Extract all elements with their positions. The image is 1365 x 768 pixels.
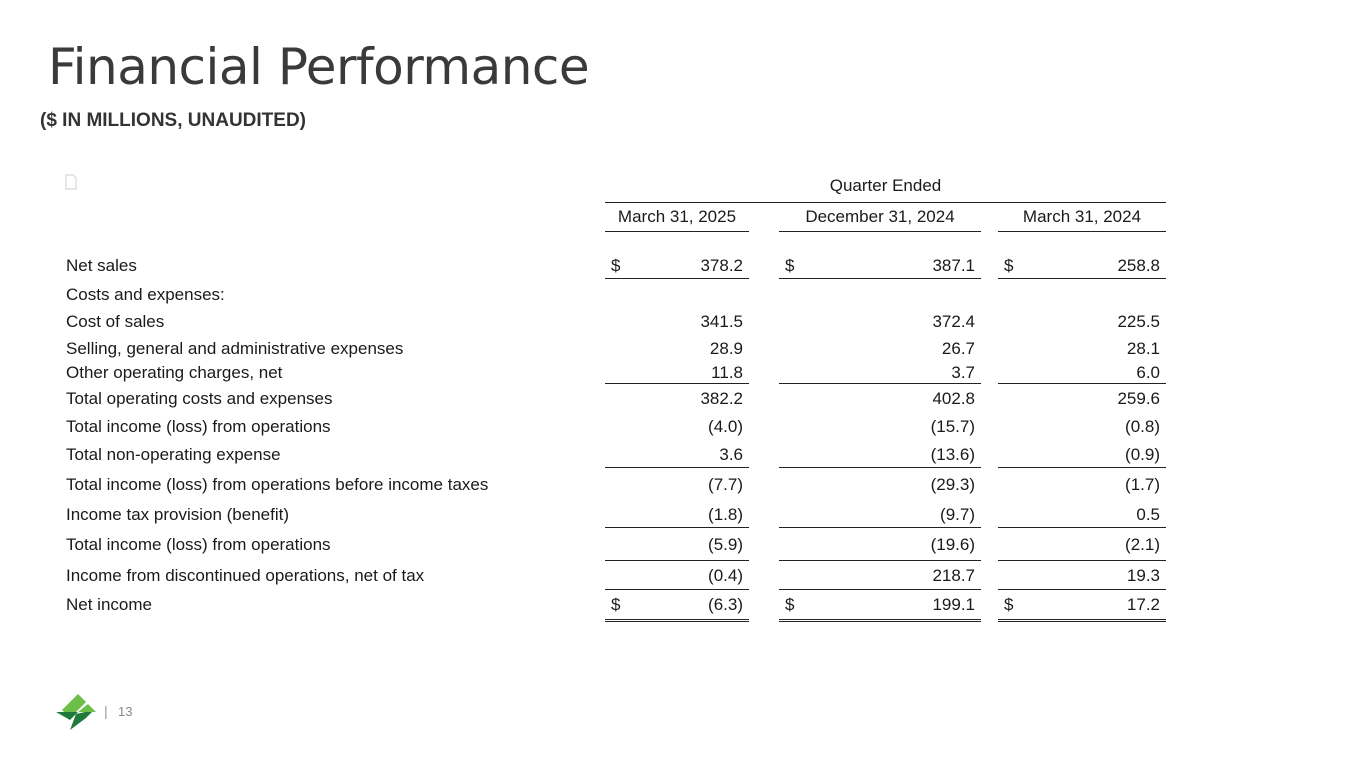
cell-rule (779, 383, 981, 384)
table-row (0, 595, 1365, 617)
row-label: Selling, general and administrative expenses (66, 339, 404, 358)
cell-value: (1.8) (708, 505, 743, 524)
cell-rule (779, 589, 981, 590)
cell-value: (19.6) (930, 535, 975, 554)
cell-rule (605, 560, 749, 561)
cell-rule (605, 619, 749, 622)
row-label: Cost of sales (66, 312, 165, 331)
cell-value: (5.9) (708, 535, 743, 554)
cell-value: (7.7) (708, 475, 743, 494)
cell-value: (13.6) (930, 445, 975, 464)
quarter-ended-header: Quarter Ended (829, 176, 942, 195)
cell-rule (998, 560, 1166, 561)
column-header: March 31, 2025 (617, 207, 737, 226)
currency-symbol: $ (785, 256, 795, 275)
cell-rule (605, 527, 749, 528)
cell-rule (779, 278, 981, 279)
row-label: Total operating costs and expenses (66, 389, 333, 408)
page-subtitle: ($ IN MILLIONS, UNAUDITED) (40, 110, 306, 131)
cell-value: 28.1 (1126, 339, 1160, 358)
currency-symbol: $ (1004, 595, 1014, 614)
cell-value: 3.7 (951, 363, 975, 382)
table-row (0, 505, 1365, 527)
table-row (0, 475, 1365, 497)
cell-value: 11.8 (711, 363, 743, 382)
cell-value: (0.8) (1125, 417, 1160, 436)
cell-value: 3.6 (719, 445, 743, 464)
cell-rule (605, 589, 749, 590)
cell-value: (9.7) (940, 505, 975, 524)
row-label: Total income (loss) from operations (66, 535, 331, 554)
cell-value: (0.4) (708, 566, 743, 585)
cell-value: 378.2 (700, 256, 743, 275)
cell-value: (1.7) (1125, 475, 1160, 494)
cell-value: 6.0 (1136, 363, 1160, 382)
row-label: Income from discontinued operations, net of tax (66, 566, 425, 585)
row-label: Total non-operating expense (66, 445, 281, 464)
cell-rule (605, 467, 749, 468)
row-label: Total income (loss) from operations (66, 417, 331, 436)
table-row (0, 256, 1365, 278)
cell-value: 199.1 (932, 595, 975, 614)
cell-rule (998, 527, 1166, 528)
column-header: December 31, 2024 (805, 207, 955, 226)
cell-rule (998, 589, 1166, 590)
table-row (0, 312, 1365, 334)
currency-symbol: $ (1004, 256, 1014, 275)
cell-rule (998, 467, 1166, 468)
cell-rule (605, 278, 749, 279)
cell-value: 259.6 (1117, 389, 1160, 408)
column-rule (605, 231, 749, 232)
table-row (0, 445, 1365, 467)
currency-symbol: $ (611, 256, 621, 275)
cell-value: 372.4 (932, 312, 975, 331)
cell-rule (779, 467, 981, 468)
row-label: Total income (loss) from operations before income taxes (66, 475, 489, 494)
cell-rule (998, 278, 1166, 279)
cell-value: (2.1) (1125, 535, 1160, 554)
cell-value: 402.8 (932, 389, 975, 408)
cell-rule (779, 619, 981, 622)
page-title: Financial Performance (48, 38, 590, 96)
currency-symbol: $ (611, 595, 621, 614)
column-header: March 31, 2024 (1022, 207, 1142, 226)
cell-value: 19.3 (1126, 566, 1160, 585)
table-row (0, 566, 1365, 588)
table-row (0, 535, 1365, 557)
row-label: Other operating charges, net (66, 363, 283, 382)
cell-value: (6.3) (708, 595, 743, 614)
header-rule (605, 202, 1166, 203)
footer (56, 694, 176, 730)
page-number: 13 (118, 704, 133, 719)
cell-value: 26.7 (941, 339, 975, 358)
cell-rule (605, 383, 749, 384)
cell-value: 382.2 (700, 389, 743, 408)
column-rule (998, 231, 1166, 232)
column-rule (779, 231, 981, 232)
cell-value: 0.5 (1136, 505, 1160, 524)
cell-value: 225.5 (1117, 312, 1160, 331)
row-label: Costs and expenses: (66, 285, 225, 304)
table-row (0, 417, 1365, 439)
table-row (0, 389, 1365, 411)
cell-value: 387.1 (932, 256, 975, 275)
cell-value: 28.9 (709, 339, 743, 358)
cell-rule (998, 383, 1166, 384)
cell-value: 218.7 (932, 566, 975, 585)
row-label: Income tax provision (benefit) (66, 505, 289, 524)
row-label: Net sales (66, 256, 137, 275)
cell-rule (779, 527, 981, 528)
footer-separator: | (104, 703, 108, 719)
cell-rule (779, 560, 981, 561)
cell-value: (0.9) (1125, 445, 1160, 464)
cell-value: 258.8 (1117, 256, 1160, 275)
currency-symbol: $ (785, 595, 795, 614)
table-row (0, 363, 1365, 385)
table-row (0, 285, 1365, 307)
cell-value: (29.3) (930, 475, 975, 494)
cell-value: (4.0) (708, 417, 743, 436)
cell-value: (15.7) (930, 417, 975, 436)
cell-value: 17.2 (1126, 595, 1160, 614)
cell-rule (998, 619, 1166, 622)
table-row (0, 339, 1365, 361)
row-label: Net income (66, 595, 152, 614)
cell-value: 341.5 (700, 312, 743, 331)
company-logo-icon (56, 694, 98, 730)
